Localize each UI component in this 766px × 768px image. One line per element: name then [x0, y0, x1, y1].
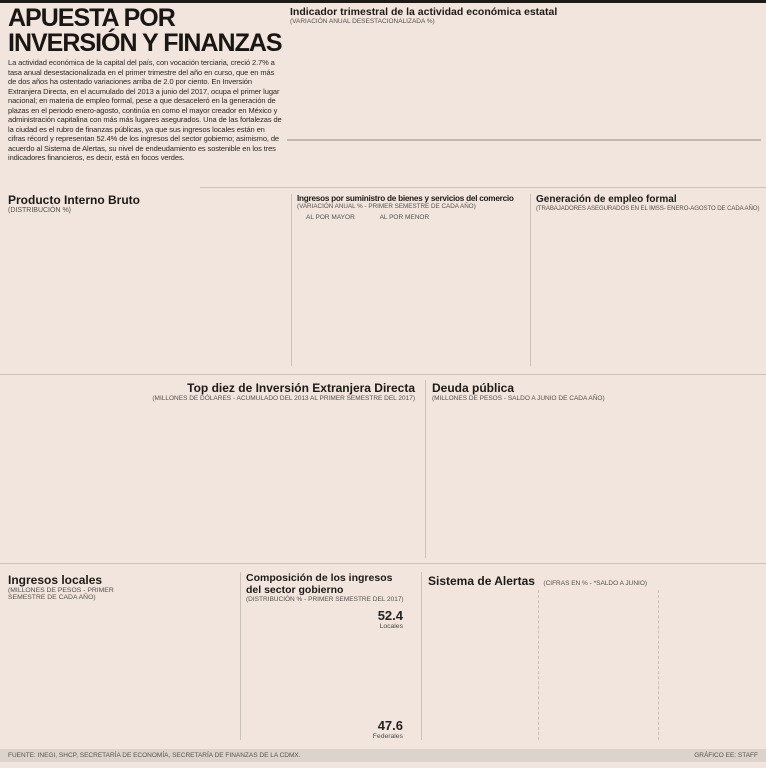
blue-dot-icon — [371, 214, 377, 220]
page-title-line1: APUESTA POR — [8, 4, 175, 32]
divider — [538, 590, 539, 740]
credit-text: GRÁFICO EE: STAFF — [694, 752, 758, 759]
divider — [291, 194, 292, 366]
chart-title: Ingresos locales — [8, 573, 103, 587]
page-title — [8, 6, 282, 56]
slice-value: 52.4 — [377, 608, 403, 623]
legend-label: AL POR MAYOR — [306, 214, 355, 221]
slice-label: Locales — [379, 622, 403, 630]
comercio-chart-header — [297, 194, 514, 210]
chart-subtitle: (DISTRIBUCIÓN %) — [8, 207, 71, 214]
divider — [658, 590, 659, 740]
slice-label: Federales — [372, 732, 403, 740]
chart-subtitle: (MILLONES DE PESOS - SALDO A JUNIO DE CADA AÑO) — [432, 395, 605, 402]
comercio-legend — [297, 214, 443, 221]
ingresos-line-chart — [0, 570, 237, 745]
divider — [425, 380, 426, 558]
alertas-bar-charts — [424, 570, 766, 745]
slice-value: 47.6 — [377, 718, 403, 733]
source-text: FUENTE: INEGI, SHCP, SECRETARÍA DE ECONOMÍA, SECRETARÍA DE FINANZAS DE LA CDMX. — [8, 752, 301, 759]
chart-subtitle: (TRABAJADORES ASEGURADOS EN EL IMSS- ENERO-AGOSTO DE CADA AÑO) — [536, 205, 760, 212]
divider — [0, 374, 766, 375]
divider — [200, 187, 766, 188]
chart-title: Ingresos por suministro de bienes y servicios del comercio — [297, 194, 514, 203]
divider — [530, 194, 531, 366]
page-title-line2: INVERSIÓN Y FINANZAS — [8, 28, 282, 57]
chart-subtitle: (MILLONES DE PESOS - PRIMER SEMESTRE DE CADA AÑO) — [8, 587, 114, 601]
chart-title: Composición de los ingresos del sector gobierno — [246, 572, 393, 596]
divider — [421, 572, 422, 740]
ied-bar-chart — [0, 378, 422, 565]
chart-title: Deuda pública — [432, 381, 515, 395]
empleo-bar-chart — [533, 210, 766, 372]
deuda-bar-chart — [428, 378, 766, 565]
comercio-bar-line-chart — [295, 222, 527, 372]
trimestral-line-chart — [285, 0, 766, 185]
divider — [240, 572, 241, 740]
chart-subtitle: (VARIACIÓN ANUAL % - PRIMER SEMESTRE DE CADA AÑO) — [297, 203, 476, 210]
chart-title: Sistema de Alertas — [428, 574, 535, 588]
composicion-label-federales — [343, 719, 403, 740]
legend-item-mayor — [297, 214, 355, 221]
composicion-label-locales — [343, 609, 403, 630]
pib-donut-chart — [90, 212, 230, 352]
chart-subtitle: (MILLONES DE DÓLARES - ACUMULADO DEL 2013 AL PRIMER SEMESTRE DEL 2017) — [152, 395, 415, 402]
footer — [0, 749, 766, 762]
chart-title: Producto Interno Bruto — [8, 193, 140, 207]
chart-subtitle: (DISTRIBUCIÓN % - PRIMER SEMESTRE DEL 2017) — [246, 596, 404, 604]
legend-item-menor — [371, 214, 430, 221]
gray-dot-icon — [297, 214, 303, 220]
intro-paragraph: La actividad económica de la capital del país, con vocación terciaria, creció 2.7% a tasa anual desestacionalizada en el primer trimestre del año en curso, que en más de dos años ha ostentado variaciones arriba de 2.0 por ciento. En Inversión Extranjera Directa, en el acumulado del 2013 a junio del 2017, ocupa el primer lugar nacional; en materia de empleo formal, pese a que desaceleró en la generación de plazas en el periodo enero-agosto, continúa en como el mayor creador en México y administración capitalina con más más lugares asegurados. Una de las fortalezas de la ciudad es el rubro de finanzas públicas, ya que sus ingresos locales están en cifras récord y representan 52.4% de los ingresos del sector gobierno; asimismo, de acuerdo al Sistema de Alertas, su nivel de endeudamiento es sostenible en los tres indicadores financieros, es decir, está en focos verdes. — [8, 58, 282, 163]
chart-title: Generación de empleo formal — [536, 194, 677, 205]
divider — [0, 563, 766, 564]
legend-label: AL POR MENOR — [379, 214, 430, 221]
chart-title: Indicador trimestral de la actividad económica estatal — [290, 6, 558, 18]
chart-title: Top diez de Inversión Extranjera Directa — [187, 381, 415, 395]
chart-subtitle: (VARIACIÓN ANUAL DESESTACIONALIZADA %) — [290, 18, 435, 25]
chart-subtitle: (CIFRAS EN % - *SALDO A JUNIO) — [543, 580, 648, 587]
